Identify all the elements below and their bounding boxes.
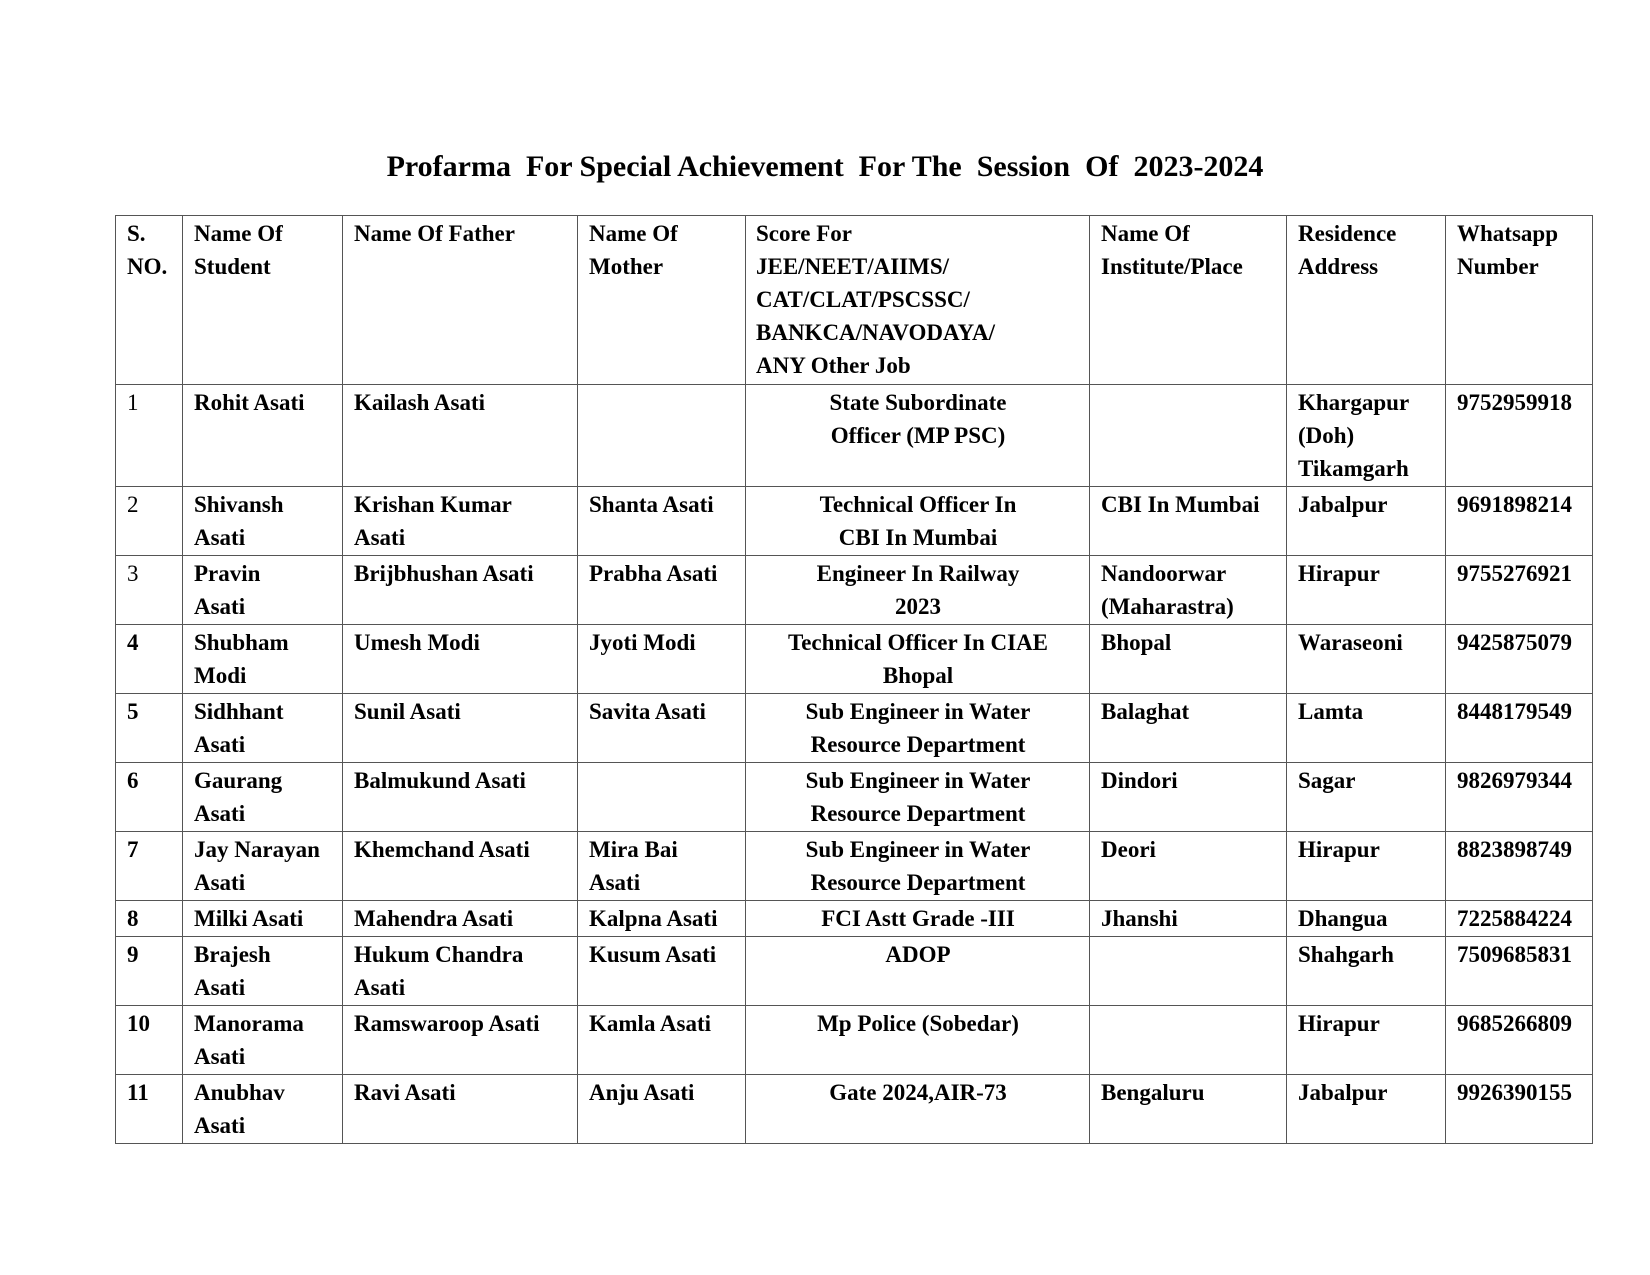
cell-whatsapp: 9755276921 (1446, 556, 1593, 625)
cell-whatsapp: 7225884224 (1446, 901, 1593, 937)
cell-residence: Waraseoni (1287, 625, 1446, 694)
cell-sno: 4 (116, 625, 183, 694)
cell-whatsapp: 9926390155 (1446, 1075, 1593, 1144)
table-row (116, 1006, 1593, 1075)
cell-residence: Lamta (1287, 694, 1446, 763)
cell-mother: Savita Asati (578, 694, 746, 763)
cell-sno: 9 (116, 937, 183, 1006)
table-row (116, 901, 1593, 937)
cell-residence: Jabalpur (1287, 1075, 1446, 1144)
cell-sno: 7 (116, 832, 183, 901)
cell-father: Hukum Chandra Asati (343, 937, 578, 1006)
cell-mother: Kamla Asati (578, 1006, 746, 1075)
cell-institute: Bengaluru (1090, 1075, 1287, 1144)
cell-institute (1090, 1006, 1287, 1075)
cell-student: Shubham Modi (183, 625, 343, 694)
column-header-father: Name Of Father (343, 216, 578, 385)
table-row (116, 385, 1593, 487)
cell-score: Mp Police (Sobedar) (746, 1006, 1090, 1075)
table-row (116, 763, 1593, 832)
cell-institute: Jhanshi (1090, 901, 1287, 937)
cell-mother (578, 385, 746, 487)
cell-residence: Dhangua (1287, 901, 1446, 937)
cell-student: Manorama Asati (183, 1006, 343, 1075)
cell-sno: 8 (116, 901, 183, 937)
cell-mother: Jyoti Modi (578, 625, 746, 694)
cell-institute: Deori (1090, 832, 1287, 901)
achievement-table (115, 215, 1593, 1144)
cell-institute (1090, 937, 1287, 1006)
cell-father: Ravi Asati (343, 1075, 578, 1144)
cell-student: Anubhav Asati (183, 1075, 343, 1144)
header-row (116, 216, 1593, 385)
cell-residence: Jabalpur (1287, 487, 1446, 556)
column-header-mother: Name Of Mother (578, 216, 746, 385)
column-header-score: Score For JEE/NEET/AIIMS/ CAT/CLAT/PSCSSC/ BANKCA/NAVODAYA/ ANY Other Job (746, 216, 1090, 385)
cell-whatsapp: 8823898749 (1446, 832, 1593, 901)
cell-score: Technical Officer In CBI In Mumbai (746, 487, 1090, 556)
cell-mother: Prabha Asati (578, 556, 746, 625)
table-row (116, 1075, 1593, 1144)
cell-residence: Hirapur (1287, 1006, 1446, 1075)
cell-score: Sub Engineer in Water Resource Department (746, 763, 1090, 832)
cell-mother: Kusum Asati (578, 937, 746, 1006)
column-header-sno: S. NO. (116, 216, 183, 385)
cell-institute: Bhopal (1090, 625, 1287, 694)
cell-father: Mahendra Asati (343, 901, 578, 937)
cell-mother (578, 763, 746, 832)
table-row (116, 832, 1593, 901)
cell-sno: 10 (116, 1006, 183, 1075)
cell-score: Gate 2024,AIR-73 (746, 1075, 1090, 1144)
cell-whatsapp: 8448179549 (1446, 694, 1593, 763)
cell-residence: Hirapur (1287, 832, 1446, 901)
page-title: Profarma For Special Achievement For The Session Of 2023-2024 (386, 150, 1264, 183)
cell-sno: 3 (116, 556, 183, 625)
cell-whatsapp: 9425875079 (1446, 625, 1593, 694)
cell-father: Ramswaroop Asati (343, 1006, 578, 1075)
cell-score: Sub Engineer in Water Resource Department (746, 832, 1090, 901)
cell-whatsapp: 9826979344 (1446, 763, 1593, 832)
cell-score: Engineer In Railway 2023 (746, 556, 1090, 625)
cell-score: Technical Officer In CIAE Bhopal (746, 625, 1090, 694)
cell-student: Rohit Asati (183, 385, 343, 487)
cell-institute (1090, 385, 1287, 487)
cell-score: State Subordinate Officer (MP PSC) (746, 385, 1090, 487)
cell-residence: Khargapur (Doh) Tikamgarh (1287, 385, 1446, 487)
cell-mother: Anju Asati (578, 1075, 746, 1144)
table-row (116, 937, 1593, 1006)
cell-whatsapp: 9691898214 (1446, 487, 1593, 556)
cell-sno: 2 (116, 487, 183, 556)
table-row (116, 694, 1593, 763)
cell-father: Sunil Asati (343, 694, 578, 763)
table-row (116, 556, 1593, 625)
cell-mother: Kalpna Asati (578, 901, 746, 937)
cell-father: Kailash Asati (343, 385, 578, 487)
table-row (116, 625, 1593, 694)
cell-whatsapp: 9752959918 (1446, 385, 1593, 487)
table-row (116, 487, 1593, 556)
cell-father: Khemchand Asati (343, 832, 578, 901)
column-header-institute: Name Of Institute/Place (1090, 216, 1287, 385)
cell-father: Umesh Modi (343, 625, 578, 694)
cell-whatsapp: 7509685831 (1446, 937, 1593, 1006)
cell-father: Brijbhushan Asati (343, 556, 578, 625)
cell-institute: Nandoorwar (Maharastra) (1090, 556, 1287, 625)
cell-sno: 6 (116, 763, 183, 832)
cell-student: Brajesh Asati (183, 937, 343, 1006)
cell-score: ADOP (746, 937, 1090, 1006)
cell-student: Shivansh Asati (183, 487, 343, 556)
column-header-residence: Residence Address (1287, 216, 1446, 385)
cell-student: Pravin Asati (183, 556, 343, 625)
cell-residence: Shahgarh (1287, 937, 1446, 1006)
cell-mother: Shanta Asati (578, 487, 746, 556)
cell-institute: Balaghat (1090, 694, 1287, 763)
cell-score: Sub Engineer in Water Resource Department (746, 694, 1090, 763)
cell-sno: 5 (116, 694, 183, 763)
cell-whatsapp: 9685266809 (1446, 1006, 1593, 1075)
cell-student: Milki Asati (183, 901, 343, 937)
cell-father: Krishan Kumar Asati (343, 487, 578, 556)
cell-sno: 11 (116, 1075, 183, 1144)
cell-father: Balmukund Asati (343, 763, 578, 832)
cell-residence: Sagar (1287, 763, 1446, 832)
cell-student: Jay Narayan Asati (183, 832, 343, 901)
cell-student: Gaurang Asati (183, 763, 343, 832)
cell-sno: 1 (116, 385, 183, 487)
column-header-whatsapp: Whatsapp Number (1446, 216, 1593, 385)
cell-mother: Mira Bai Asati (578, 832, 746, 901)
cell-score: FCI Astt Grade -III (746, 901, 1090, 937)
cell-residence: Hirapur (1287, 556, 1446, 625)
cell-institute: CBI In Mumbai (1090, 487, 1287, 556)
cell-institute: Dindori (1090, 763, 1287, 832)
cell-student: Sidhhant Asati (183, 694, 343, 763)
column-header-student: Name Of Student (183, 216, 343, 385)
